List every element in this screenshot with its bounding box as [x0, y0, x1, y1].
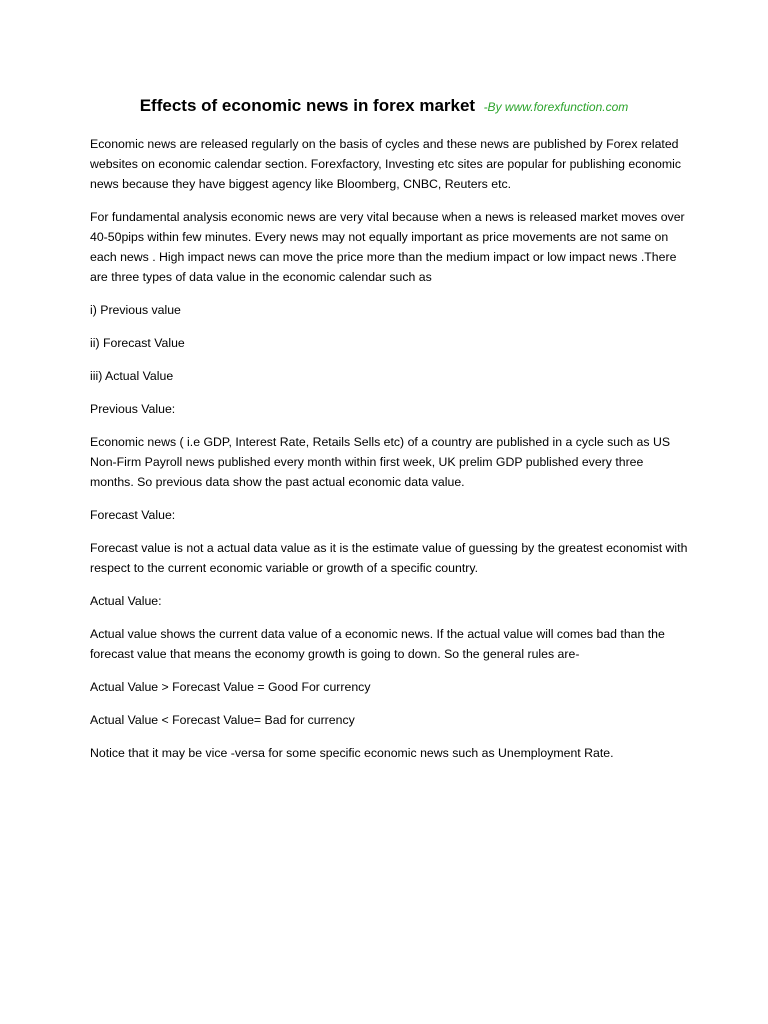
fundamental-analysis-paragraph: For fundamental analysis economic news are very vital because when a news is released market moves over 40-50pips within few minutes. Every news may not equally important as price movements are not same on each news . High impact news can move the price more than the medium impact or low impact news .There are three types of data value in the economic calendar such as: [90, 210, 685, 284]
actual-value-paragraph: Actual value shows the current data value of a economic news. If the actual value will comes bad than the forecast value that means the economy growth is going to down. So the general rules are-: [90, 627, 665, 661]
title-line: [0, 96, 768, 116]
rule-bad-for-currency: Actual Value < Forecast Value= Bad for currency: [90, 713, 355, 727]
forecast-value-heading: Forecast Value:: [90, 508, 176, 522]
rule-good-for-currency: Actual Value > Forecast Value = Good For currency: [90, 680, 371, 694]
previous-value-paragraph: Economic news ( i.e GDP, Interest Rate, Retails Sells etc) of a country are published in a cycle such as US Non-Firm Payroll news published every month within first week, UK prelim GDP published every three months. So previous data show the past actual economic data value.: [90, 435, 671, 489]
notice-paragraph: Notice that it may be vice -versa for some specific economic news such as Unemployment Rate.: [90, 746, 614, 760]
source-byline: -By www.forexfunction.com: [483, 100, 629, 114]
document-title: Effects of economic news in forex market: [139, 96, 476, 115]
list-item-previous-value: i) Previous value: [90, 303, 181, 317]
previous-value-heading: Previous Value:: [90, 402, 176, 416]
list-item-actual-value: iii) Actual Value: [90, 369, 174, 383]
list-item-forecast-value: ii) Forecast Value: [90, 336, 185, 350]
forecast-value-paragraph: Forecast value is not a actual data value as it is the estimate value of guessing by the greatest economist with respect to the current economic variable or growth of a specific country.: [90, 541, 688, 575]
actual-value-heading: Actual Value:: [90, 594, 162, 608]
intro-paragraph: Economic news are released regularly on the basis of cycles and these news are published by Forex related websites on economic calendar section. Forexfactory, Investing etc sites are popular for publishing economic news because they have biggest agency like Bloomberg, CNBC, Reuters etc.: [90, 137, 682, 191]
document-body: [90, 134, 690, 776]
